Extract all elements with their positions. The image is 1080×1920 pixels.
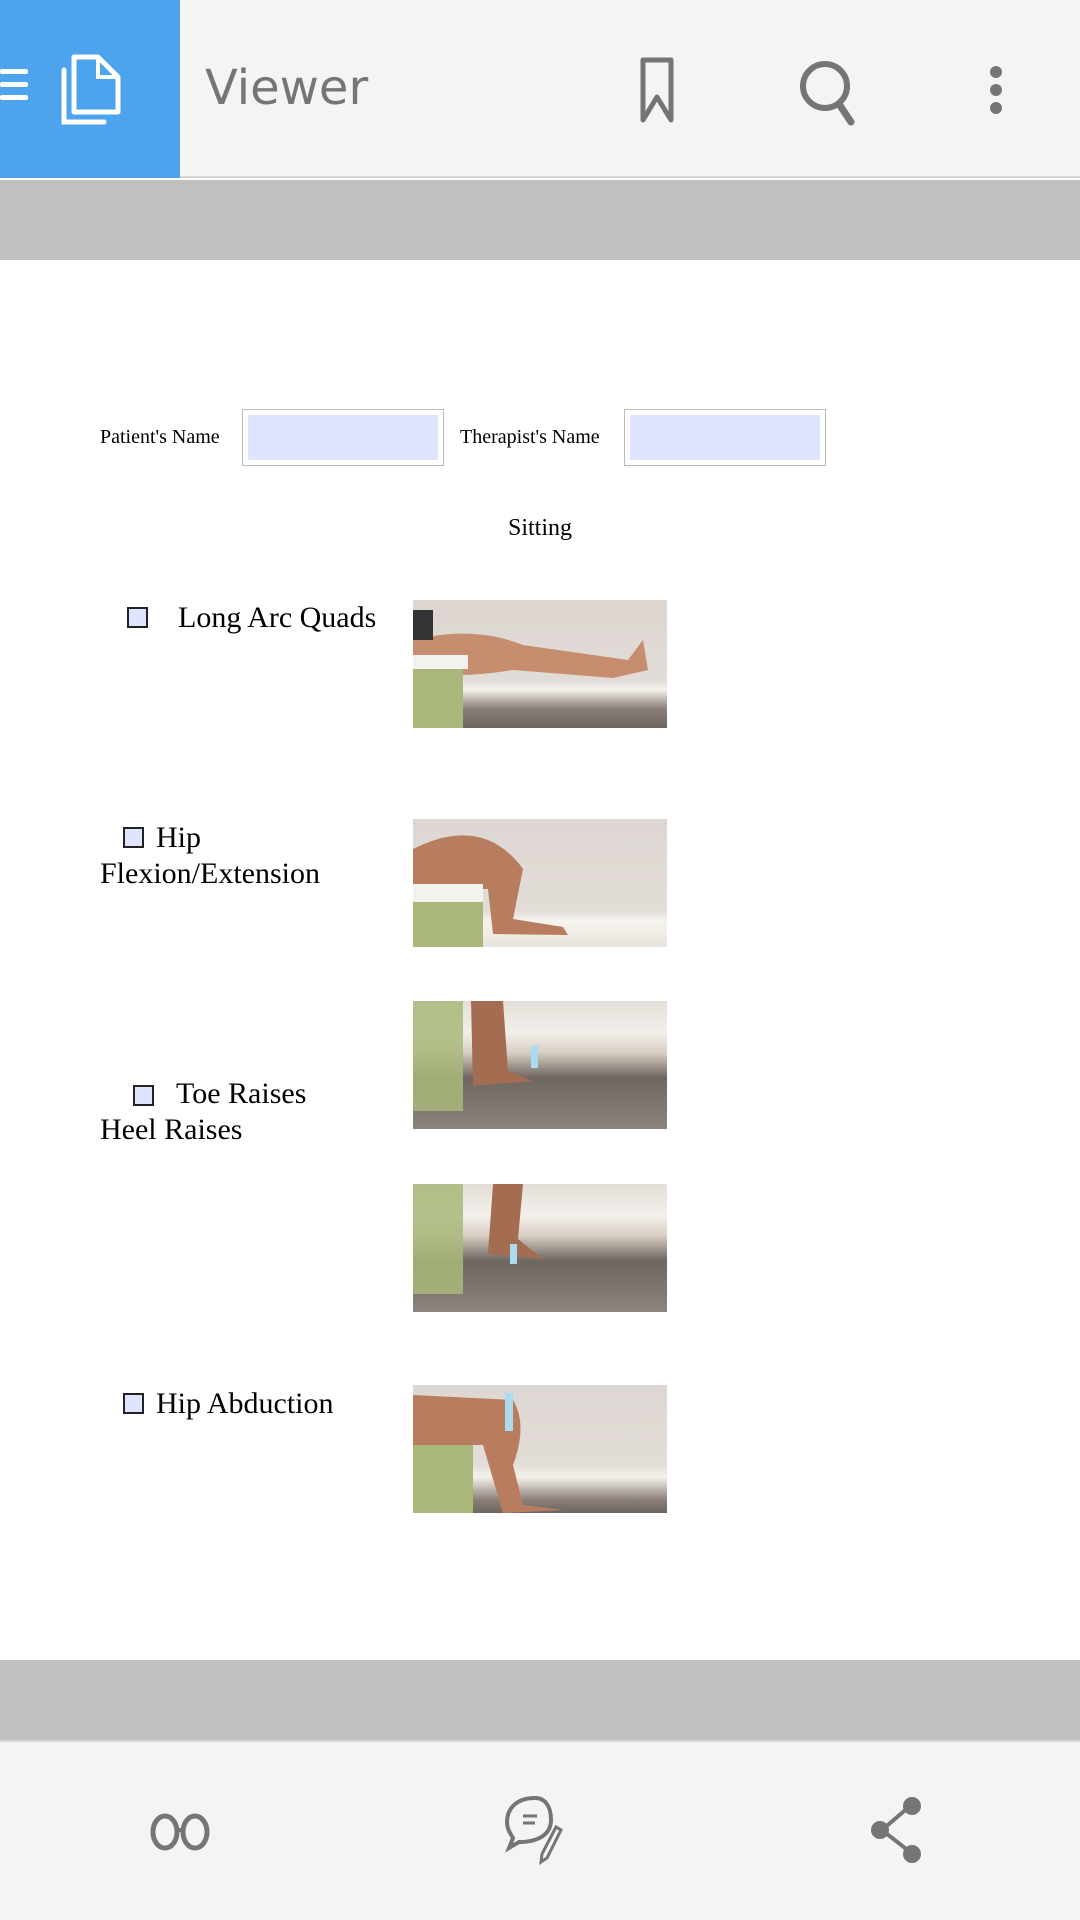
app-title: Viewer	[205, 60, 369, 116]
exercise-label: Heel Raises	[100, 1113, 243, 1146]
long-arc-quads-image	[413, 600, 667, 728]
documents-button[interactable]	[0, 0, 180, 178]
hip-abduction-image	[413, 1385, 667, 1513]
heel-raises-image	[413, 1184, 667, 1312]
search-icon[interactable]	[787, 50, 867, 130]
reading-mode-icon[interactable]	[135, 1790, 225, 1870]
document-page[interactable]	[0, 260, 1080, 1660]
exercise-label: Hip	[156, 821, 201, 854]
more-vert-icon[interactable]	[956, 50, 1036, 130]
patient-name-field[interactable]	[242, 409, 444, 466]
long-arc-quads-checkbox[interactable]	[127, 607, 148, 628]
bookmark-icon[interactable]	[617, 50, 697, 130]
exercise-label: Toe Raises	[176, 1077, 307, 1110]
toe-raises-image	[413, 1001, 667, 1129]
therapist-name-field[interactable]	[624, 409, 826, 466]
therapist-name-label: Therapist's Name	[460, 426, 600, 448]
hip-flexion-checkbox[interactable]	[123, 827, 144, 848]
annotate-icon[interactable]	[495, 1790, 585, 1870]
hip-flexion-image	[413, 819, 667, 947]
exercise-label: Flexion/Extension	[100, 857, 320, 890]
exercise-label: Hip Abduction	[156, 1387, 334, 1420]
section-title: Sitting	[507, 515, 573, 541]
menu-icon[interactable]	[0, 55, 34, 115]
documents-icon	[58, 52, 128, 130]
exercise-label: Long Arc Quads	[178, 601, 377, 634]
hip-abduction-checkbox[interactable]	[123, 1393, 144, 1414]
toe-raises-checkbox[interactable]	[133, 1085, 154, 1106]
page-gap-top	[0, 180, 1080, 260]
share-icon[interactable]	[852, 1790, 942, 1870]
patient-name-label: Patient's Name	[100, 426, 220, 448]
page-gap-bottom	[0, 1660, 1080, 1740]
